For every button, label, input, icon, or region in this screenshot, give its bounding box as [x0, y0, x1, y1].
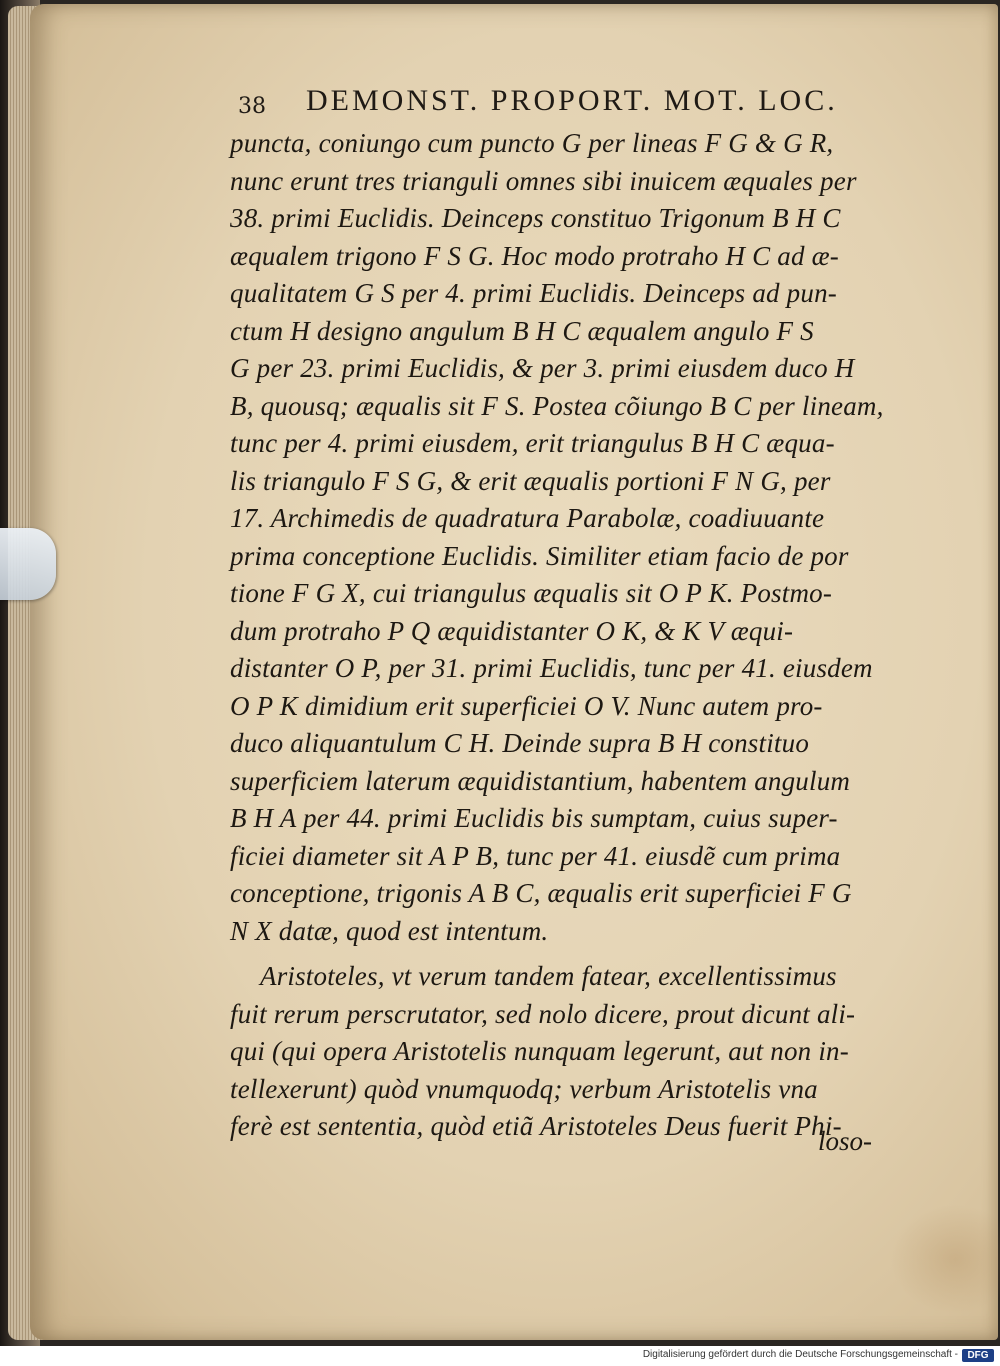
- running-head: DEMONST. PROPORT. MOT. LOC.: [306, 84, 838, 117]
- text-line: æqualem trigono F S G. Hoc modo protraho H C ad æ-: [230, 240, 839, 271]
- text-line: O P K dimidium erit superficiei O V. Nunc autem pro-: [230, 690, 823, 721]
- text-line: qualitatem G S per 4. primi Euclidis. Deinceps ad pun-: [230, 278, 837, 308]
- text-line: B, quousq; æqualis sit F S. Postea cõiungo B C per lineam,: [230, 390, 884, 421]
- footer-bar: [0, 1346, 1000, 1366]
- text-line: 38. primi Euclidis. Deinceps constituo Trigonum B H C: [230, 203, 841, 233]
- text-line: superficiem laterum æquidistantium, habentem angulum: [230, 765, 851, 796]
- text-line: distanter O P, per 31. primi Euclidis, tunc per 41. eiusdem: [230, 653, 873, 683]
- text-line: prima conceptione Euclidis. Similiter etiam facio de por: [230, 540, 849, 571]
- text-line: 17. Archimedis de quadratura Parabolæ, coadiuuante: [230, 503, 825, 533]
- text-line: Aristoteles, vt verum tandem fatear, excellentissimus: [260, 961, 837, 991]
- text-line: G per 23. primi Euclidis, & per 3. primi eiusdem duco H: [230, 353, 855, 383]
- text-line: conceptione, trigonis A B C, æqualis erit superficiei F G: [230, 878, 852, 908]
- text-line: tione F G X, cui triangulus æqualis sit O P K. Postmo-: [230, 578, 833, 608]
- text-line: ficiei diameter sit A P B, tunc per 41. eiusdẽ cum prima: [230, 840, 841, 871]
- page-tab-marker: [0, 528, 56, 600]
- text-line: tunc per 4. primi eiusdem, erit triangulus B H C æqua-: [230, 428, 835, 458]
- text-line: ferè est sententia, quòd etiã Aristoteles Deus fuerit Phi-: [230, 1111, 842, 1141]
- text-line: qui (qui opera Aristotelis nunquam legerunt, aut non in-: [230, 1036, 849, 1066]
- text-line: tellexerunt) quòd vnumquodq; verbum Aristotelis vna: [230, 1073, 818, 1104]
- text-line: duco aliquantulum C H. Deinde supra B H constituo: [230, 728, 810, 758]
- text-line: lis triangulo F S G, & erit æqualis portioni F N G, per: [230, 465, 831, 496]
- text-line: B H A per 44. primi Euclidis bis sumptam, cuius super-: [230, 803, 838, 833]
- paper-stain: [890, 1204, 1000, 1314]
- text-line: nunc erunt tres trianguli omnes sibi inuicem æquales per: [230, 165, 857, 196]
- text-line: fuit rerum perscrutator, sed nolo dicere, prout dicunt ali-: [230, 998, 856, 1029]
- catchword: loso-: [818, 1126, 872, 1156]
- text-line: N X datæ, quod est intentum.: [230, 915, 549, 946]
- text-line: puncta, coniungo cum puncto G per lineas F G & G R,: [230, 128, 834, 158]
- page-header: [238, 82, 838, 122]
- text-line: ctum H designo angulum B H C æqualem angulo F S: [230, 315, 814, 346]
- footer-credit: Digitalisierung gefördert durch die Deutsche Forschungsgemeinschaft -: [642, 1349, 958, 1360]
- page-number: 38: [238, 94, 266, 119]
- text-line: dum protraho P Q æquidistanter O K, & K V æqui-: [230, 615, 794, 646]
- dfg-logo: DFG: [962, 1349, 994, 1362]
